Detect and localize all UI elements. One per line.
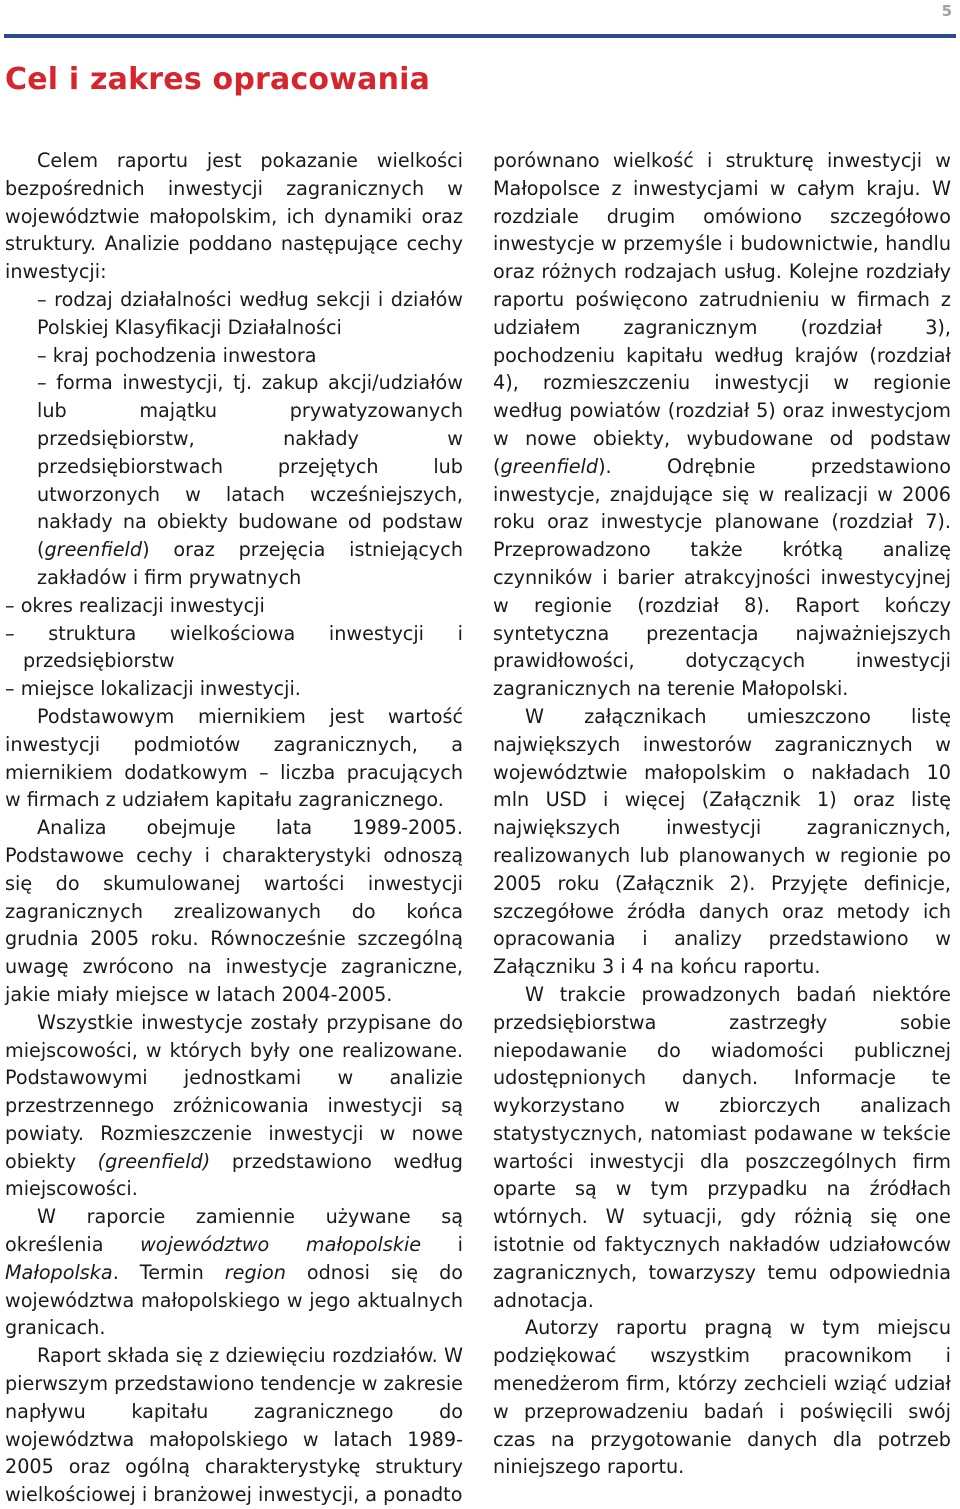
list-item-activity: – rodzaj działalności według sekcji i działów Polskiej Klasyfikacji Działalności [37, 287, 463, 339]
paragraph-location-text: Wszystkie inwestycje zostały przypisane do miejscowości, w których były one realizowane. Podstawowymi jednostkami w analizie przestrzennego zróżnicowania inwestycji są powiaty. Rozmieszczenie inwestycji w nowe obiekty [5, 1010, 463, 1173]
paragraph-terms-text2: . Termin [112, 1260, 225, 1284]
list-item-form-text-end: ) oraz przejęcia istniejących zakładów i firm prywatnych [37, 538, 463, 589]
paragraph-location [5, 1009, 463, 1204]
greenfield-term: greenfield [500, 454, 599, 478]
paragraph-terms-text3: odnosi się do województwa małopolskiego w jego aktualnych granicach. [5, 1260, 463, 1340]
list-item-size-structure: – struktura wielkościowa inwestycji i przedsiębiorstw [5, 621, 463, 673]
greenfield-term: greenfield [44, 538, 143, 562]
paragraph-chapters-continued [493, 147, 951, 703]
paragraph-intro: Celem raportu jest pokazanie wielkości bezpośrednich inwestycji zagranicznych w województwie małopolskim, ich dynamiki oraz struktury. Analizie poddano następujące cechy inwestycji: [5, 149, 463, 284]
list-item-form-text: – forma inwestycji, tj. zakup akcji/udziałów lub majątku prywatyzowanych przedsiębiorstw, nakłady w przedsiębiorstwach przejętych lub utworzonych w latach wcześniejszych, nakłady na obiekty budowane od podstaw ( [37, 371, 463, 562]
paragraph-terms-and: i [421, 1233, 463, 1257]
paragraph-period: Analiza obejmuje lata 1989-2005. Podstawowe cechy i charakterystyki odnoszą się do skumulowanej wartości inwestycji zagranicznych zrealizowanych do końca grudnia 2005 roku. Równocześnie szczególną uwagę zwrócono na inwestycje zagraniczne, jakie miały miejsce w latach 2004-2005. [5, 816, 463, 1006]
page-number: 5 [941, 2, 952, 20]
paragraph-terms-text: W raporcie zamiennie używane są określenia [5, 1205, 463, 1257]
paragraph-acknowledgements: Autorzy raportu pragną w tym miejscu podziękować wszystkim pracownikom i menedżerom firm, którzy zechcieli wziąć udział w przeprowadzeniu badań i poświęcili swój czas na przygotowanie danych dla potrzeb niniejszego raportu. [493, 1316, 951, 1479]
list-item-form [5, 369, 463, 591]
paragraph-appendices: W załącznikach umieszczono listę największych inwestorów zagranicznych w województwie małopolskim o nakładach 10 mln USD i więcej (Załącznik 1) oraz listę największych inwestycji zagranicznych, realizowanych lub planowanych w regionie po 2005 roku (Załącznik 2). Przyjęte definicje, szczegółowe źródła danych oraz metody ich opracowania i analizy przedstawiono w Załączniku 3 i 4 na końcu raportu. [493, 704, 951, 979]
header-rule [4, 34, 956, 38]
left-column [5, 147, 463, 1509]
paragraph-chapters: Raport składa się z dziewięciu rozdziałów. W pierwszym przedstawiono tendencje w zakresie napływu kapitału zagranicznego do województwa małopolskiego w latach 1989-2005 oraz ogólną charakterystykę struktury wielkościowej i branżowej inwestycji, a ponadto [5, 1344, 463, 1507]
list-item-period: – okres realizacji inwestycji [5, 593, 265, 617]
paragraph-location-text-end: przedstawiono według miejscowości. [5, 1149, 463, 1201]
list-item-country: – kraj pochodzenia inwestora [37, 343, 317, 367]
greenfield-term: (greenfield) [97, 1149, 211, 1173]
paragraph-confidentiality: W trakcie prowadzonych badań niektóre przedsiębiorstwa zastrzegły sobie niepodawanie do wiadomości publicznej udostępnionych danych. Informacje te wykorzystano w zbiorczych analizach statystycznych, natomiast podawane w tekście wartości inwestycji dla poszczególnych firm oparte są w tym przypadku na źródłach wtórnych. W sytuacji, gdy różnią się one istotnie od faktycznych nakładów udziałowców zagranicznych, towarzyszy temu odpowiednia adnotacja. [493, 982, 951, 1312]
page-title: Cel i zakres opracowania [5, 62, 431, 97]
term-wojewodztwo: województwo małopolskie [140, 1233, 422, 1257]
paragraph-chapters-text-end: ). Odrębnie przedstawiono inwestycje, znajdujące się w realizacji w 2006 roku oraz inwestycje planowane (rozdział 7). Przeprowadzono także krótką analizę czynników i barier atrakcyjności inwestycyjnej w regionie (rozdział 8). Raport kończy syntetyczna prezentacja najważniejszych prawidłowości, dotyczących inwestycji zagranicznych na terenie Małopolski. [493, 454, 951, 701]
list-item-location: – miejsce lokalizacji inwestycji. [5, 677, 301, 701]
term-region: region [224, 1260, 286, 1284]
paragraph-measure: Podstawowym miernikiem jest wartość inwestycji podmiotów zagranicznych, a miernikiem dodatkowym – liczba pracujących w firmach z udziałem kapitału zagranicznego. [5, 704, 463, 812]
term-malopolska: Małopolska [5, 1260, 113, 1284]
paragraph-chapters-text: porównano wielkość i strukturę inwestycji w Małopolsce z inwestycjami w całym kraju. W rozdziale drugim omówiono szczegółowo inwestycje w przemyśle i budownictwie, handlu oraz różnych rodzajach usług. Kolejne rozdziały raportu poświęcono zatrudnieniu w firmach z udziałem zagranicznym (rozdział 3), pochodzeniu kapitału według krajów (rozdział 4), rozmieszczeniu inwestycji w regionie według powiatów (rozdział 5) oraz inwestycjom w nowe obiekty, wybudowane od podstaw ( [493, 149, 951, 478]
paragraph-terms [5, 1203, 463, 1342]
right-column [493, 147, 951, 1481]
